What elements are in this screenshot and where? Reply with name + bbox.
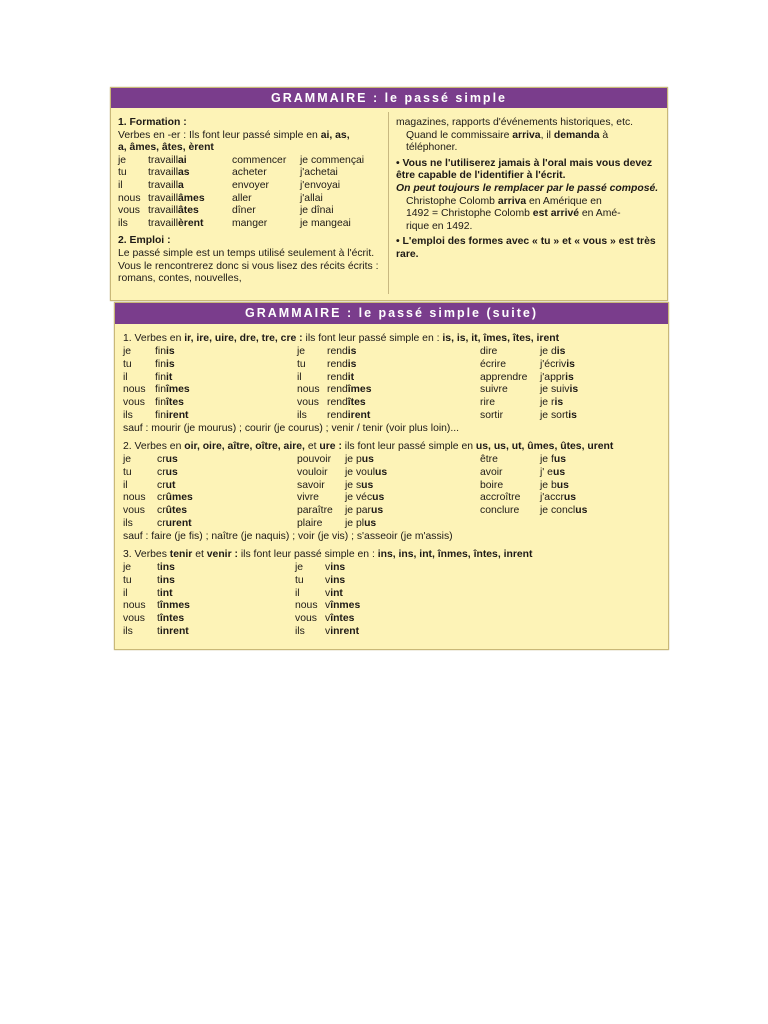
verb-ending: irent [347, 409, 371, 421]
conjugation-row [123, 562, 190, 575]
example-verb: demanda [553, 129, 600, 141]
verb-stem: je f [540, 454, 554, 465]
formation-endings-2: a, âmes, âtes, èrent [118, 142, 214, 154]
subject: ils [297, 409, 307, 421]
verb-ending: us [165, 466, 178, 478]
verb-ending: inrent [330, 625, 360, 637]
example-1 [396, 130, 660, 143]
card-title: GRAMMAIRE : le passé simple (suite) [115, 303, 668, 324]
bullet-oral-italic: On peut toujours le remplacer par le passé composé. [396, 182, 659, 194]
verb-ending: èrent [178, 217, 204, 229]
conjugation-row [297, 492, 387, 505]
verb-form [148, 167, 232, 180]
conjugation-row [297, 410, 371, 423]
subject: apprendre [480, 371, 528, 383]
verb-stem: t [157, 600, 160, 612]
verb-ending: ûmes [165, 492, 193, 504]
verb-ending: is [165, 346, 175, 357]
verb-stem: travaill [148, 217, 179, 229]
verb-stem: je r [540, 397, 555, 409]
verb-stem: fin [155, 346, 166, 357]
conjugation-row [297, 467, 387, 480]
grammar-card-passe-simple-suite [114, 302, 669, 650]
verb-ending: îtes [347, 397, 366, 409]
verb-stem: j'accr [540, 492, 564, 504]
s1-group-rendre [297, 346, 371, 423]
heading-text: 2. Verbes en [123, 441, 185, 452]
conjugation-row [118, 180, 364, 193]
conjugation-row [118, 218, 364, 231]
verb-ending: is [165, 358, 175, 370]
verb-stem: v [325, 562, 331, 573]
verb-stem: cr [157, 479, 166, 491]
verb-stem: je d [540, 346, 557, 357]
conjugation-row [480, 467, 587, 480]
conjugation-table-er [118, 155, 364, 231]
subject: nous [123, 492, 146, 504]
conjugation-row [297, 359, 371, 372]
example-text: Christophe Colomb [406, 195, 498, 207]
verb-ending: us [371, 505, 384, 517]
subject: savoir [297, 479, 325, 491]
verb-form [148, 218, 232, 231]
heading-text: ils font leur passé simple en [341, 441, 476, 452]
subject: nous [295, 600, 318, 612]
verb-ending: int [159, 587, 173, 599]
s2-group-examples-b [480, 454, 587, 518]
verb-ending: ins [330, 574, 346, 586]
grammar-card-passe-simple [110, 87, 668, 301]
conjugation-row [480, 492, 587, 505]
verb-stem: fin [155, 384, 166, 396]
infinitive: manger [232, 217, 268, 229]
conjugation-row [480, 372, 578, 385]
verb-ending: îmes [165, 384, 190, 396]
conjugation-row [297, 518, 387, 531]
heading-bold: venir : [206, 549, 238, 560]
verb-stem: je par [345, 505, 371, 517]
subject: dire [480, 346, 498, 357]
card-title: GRAMMAIRE : le passé simple [111, 88, 667, 108]
verb-ending: it [347, 371, 355, 383]
verb-ending: ut [165, 479, 176, 491]
verb-stem: cr [157, 505, 166, 517]
verb-ending: us [364, 517, 377, 529]
verb-stem: rend [327, 371, 348, 383]
formation-intro [118, 130, 380, 143]
conjugation-row [480, 410, 578, 423]
verb-stem: fin [155, 409, 166, 421]
verb-stem: v [325, 600, 331, 612]
example-form: je mangeai [300, 217, 351, 229]
heading-text: ils font leur passé simple en : [237, 549, 378, 560]
verb-stem: travaill [148, 154, 179, 166]
verb-ending: înmes [159, 600, 190, 612]
verb-ending: us [165, 454, 178, 465]
subject: tu [123, 466, 132, 478]
subject: vivre [297, 492, 319, 504]
heading-text: 3. Verbes [123, 549, 170, 560]
verb-ending: us [375, 466, 388, 478]
infinitive: commencer [232, 154, 287, 166]
verb-ending: âtes [178, 205, 199, 217]
conjugation-row [123, 518, 193, 531]
conjugation-row [123, 372, 190, 385]
verb-stem: rend [327, 409, 348, 421]
section-1-heading [123, 333, 663, 346]
heading-text: et [192, 549, 207, 560]
verb-stem: v [325, 587, 331, 599]
example-2 [396, 196, 660, 209]
section-1-note: sauf : mourir (je mourus) ; courir (je courus) ; venir / tenir (voir plus loin)... [123, 423, 460, 434]
subject: plaire [297, 517, 323, 529]
subject: sortir [480, 409, 504, 421]
verb-ending: is [347, 358, 357, 370]
verb-stem: t [157, 574, 160, 586]
pronoun: je [118, 154, 127, 166]
s2-group-examples-a [297, 454, 387, 531]
example-verb: est arrivé [532, 208, 580, 220]
conjugation-row [480, 346, 578, 359]
subject: rire [480, 397, 496, 409]
right-column [396, 117, 660, 262]
infinitive: envoyer [232, 179, 269, 191]
pronoun: vous [118, 205, 140, 217]
pronoun: il [118, 179, 123, 191]
subject: pouvoir [297, 454, 332, 465]
conjugation-row [297, 480, 387, 493]
verb-stem: rend [327, 346, 348, 357]
example-2-line2 [396, 208, 660, 221]
conjugation-row [118, 167, 364, 180]
conjugation-row [480, 454, 587, 467]
verb-form [148, 205, 232, 218]
conjugation-row [480, 359, 578, 372]
formation-endings-1: ai, as, [320, 129, 350, 141]
verb-ending: us [556, 479, 569, 491]
verb-stem: je s [345, 479, 362, 491]
conjugation-row [123, 480, 193, 493]
verb-ending: inrent [159, 625, 189, 637]
verb-stem: je sort [540, 409, 569, 421]
verb-stem: je véc [345, 492, 373, 504]
subject: il [123, 587, 128, 599]
subject: vouloir [297, 466, 328, 478]
example-text: Quand le commissaire [406, 129, 513, 141]
verb-ending: îmes [347, 384, 372, 396]
verb-stem: fin [155, 397, 166, 409]
subject: accroître [480, 492, 521, 504]
verb-ending: as [178, 167, 190, 179]
verb-stem: travaill [148, 192, 179, 204]
subject: conclure [480, 505, 520, 517]
s3-group-tenir [123, 562, 190, 639]
verb-stem: j'écriv [540, 358, 567, 370]
verb-ending: is [554, 397, 564, 409]
conjugation-row [123, 384, 190, 397]
subject: vous [123, 505, 145, 517]
verb-ending: us [552, 466, 566, 478]
verb-ending: âmes [178, 192, 205, 204]
verb-ending: întes [330, 613, 355, 625]
conjugation-row [480, 480, 587, 493]
infinitive: acheter [232, 167, 267, 179]
subject: tu [297, 358, 306, 370]
heading-bold: ir, ire, uire, dre, tre, cre : [184, 333, 303, 344]
heading-text: et [304, 441, 320, 452]
verb-stem: j' e [540, 466, 553, 478]
left-column [118, 117, 380, 286]
conjugation-row [297, 346, 371, 359]
subject: tu [295, 574, 304, 586]
example-text: à [599, 129, 609, 141]
verb-stem: fin [155, 371, 166, 383]
conjugation-row [123, 467, 193, 480]
verb-ending: is [347, 346, 357, 357]
verb-ending: irent [165, 409, 189, 421]
bullet-oral: • Vous ne l'utiliserez jamais à l'oral mais vous devez être capable de l'identifier à l'écrit. [396, 157, 653, 182]
subject: nous [297, 384, 320, 396]
subject: ils [123, 517, 133, 529]
conjugation-row [123, 397, 190, 410]
subject: paraître [297, 505, 333, 517]
conjugation-row [295, 575, 360, 588]
conjugation-row [295, 588, 360, 601]
conjugation-row [295, 562, 360, 575]
example-text: 1492 = Christophe Colomb [406, 208, 533, 220]
verb-ending: is [556, 346, 566, 357]
subject: vous [123, 613, 145, 625]
verb-stem: je voul [345, 466, 376, 478]
heading-bold: us, us, ut, ûmes, ûtes, urent [475, 441, 614, 452]
conjugation-row [123, 346, 190, 359]
verb-stem: travaill [148, 167, 179, 179]
subject: il [295, 587, 300, 599]
heading-bold: ins, ins, int, înmes, întes, inrent [377, 549, 533, 560]
example-verb: arriva [512, 129, 541, 141]
example-text: en Amé- [579, 208, 621, 220]
heading-bold: is, is, it, îmes, îtes, irent [442, 333, 560, 344]
verb-ending: ûtes [165, 505, 188, 517]
conjugation-row [297, 384, 371, 397]
pronoun: tu [118, 167, 127, 179]
verb-ending: îtes [165, 397, 184, 409]
section-2-heading [123, 441, 663, 454]
example-2-line3: rique en 1492. [406, 220, 473, 232]
subject: ils [123, 625, 133, 637]
verb-ending: întes [159, 613, 185, 625]
conjugation-row [295, 600, 360, 613]
example-form: je commençai [300, 154, 365, 166]
column-divider [388, 112, 389, 294]
subject: écrire [480, 358, 506, 370]
subject: je [123, 562, 132, 573]
verb-stem: je b [540, 479, 557, 491]
example-text: , il [540, 129, 554, 141]
heading-text: 1. Verbes en [123, 333, 185, 344]
example-verb: arriva [497, 195, 527, 207]
verb-stem: travaill [148, 179, 179, 191]
formation-heading: 1. Formation : [118, 117, 187, 128]
conjugation-row [118, 205, 364, 218]
conjugation-row [123, 505, 193, 518]
example-form: j'achetai [300, 167, 338, 179]
verb-stem: travaill [148, 205, 179, 217]
s1-group-finir [123, 346, 190, 423]
subject: il [123, 479, 128, 491]
emploi-heading: 2. Emploi : [118, 235, 171, 247]
bullet-tu-vous: • L'emploi des formes avec « tu » et « vous » est très rare. [396, 236, 656, 260]
subject: nous [123, 600, 146, 612]
subject: tu [123, 358, 132, 370]
subject: vous [123, 397, 145, 409]
conjugation-row [480, 397, 578, 410]
continuation-text: magazines, rapports d'événements historiques, etc. [396, 117, 634, 128]
s2-group-croire [123, 454, 193, 531]
conjugation-row [297, 454, 387, 467]
s3-group-venir [295, 562, 360, 639]
verb-ending: is [566, 358, 575, 370]
s1-group-examples [480, 346, 578, 423]
conjugation-row [480, 384, 578, 397]
subject: ils [295, 625, 305, 637]
subject: il [297, 371, 302, 383]
verb-stem: t [157, 562, 160, 573]
verb-ending: ins [330, 562, 346, 573]
verb-ending: us [575, 505, 588, 517]
verb-ending: int [330, 587, 343, 599]
example-1-cont: téléphoner. [406, 142, 458, 154]
subject: il [123, 371, 128, 383]
verb-stem: t [157, 613, 160, 625]
verb-stem: je pl [345, 517, 365, 529]
section-3-heading [123, 549, 663, 562]
verb-form [148, 155, 232, 168]
verb-stem: t [157, 625, 160, 637]
conjugation-row [118, 193, 364, 206]
conjugation-row [123, 613, 190, 626]
verb-ending: is [569, 384, 579, 396]
conjugation-row [123, 575, 190, 588]
formation-intro-text: Verbes en -er : Ils font leur passé simple en [118, 129, 321, 141]
verb-stem: cr [157, 466, 166, 478]
verb-stem: je p [345, 454, 362, 465]
subject: être [480, 454, 498, 465]
example-form: j'allai [300, 192, 323, 204]
pronoun: ils [118, 217, 128, 229]
conjugation-row [118, 155, 364, 168]
example-form: j'envoyai [300, 179, 341, 191]
section-2-note: sauf : faire (je fis) ; naître (je naquis) ; voir (je vis) ; s'asseoir (je m'assis) [123, 531, 453, 542]
subject: avoir [480, 466, 503, 478]
verb-ending: us [553, 454, 567, 465]
infinitive: dîner [232, 205, 256, 217]
verb-stem: cr [157, 517, 166, 529]
verb-stem: j'appr [540, 371, 566, 383]
verb-ending: ai [178, 154, 187, 166]
conjugation-row [297, 397, 371, 410]
verb-ending: us [361, 479, 374, 491]
infinitive: aller [232, 192, 252, 204]
heading-bold: ure : [319, 441, 342, 452]
verb-ending: is [568, 409, 577, 421]
emploi-text: Le passé simple est un temps utilisé seulement à l'écrit. Vous le rencontrerez donc si vous lisez des récits écrits : romans, contes, nouvelles, [118, 247, 379, 285]
example-text: en Amérique en [526, 195, 602, 207]
conjugation-row [297, 505, 387, 518]
subject: boire [480, 479, 504, 491]
verb-stem: v [325, 625, 331, 637]
conjugation-row [123, 588, 190, 601]
verb-form [148, 180, 232, 193]
subject: je [123, 346, 132, 357]
verb-ending: us [372, 492, 385, 504]
heading-text: ils font leur passé simple en : [302, 333, 443, 344]
verb-form [148, 193, 232, 206]
verb-stem: fin [155, 358, 166, 370]
verb-stem: t [157, 587, 160, 599]
subject: ils [123, 409, 133, 421]
subject: je [297, 346, 306, 357]
heading-bold: tenir [169, 549, 193, 560]
verb-ending: is [565, 371, 574, 383]
verb-ending: ins [159, 574, 175, 586]
subject: nous [123, 384, 146, 396]
subject: vous [295, 613, 317, 625]
verb-ending: a [178, 179, 184, 191]
verb-stem: v [325, 574, 331, 586]
conjugation-row [480, 505, 587, 518]
verb-ending: înmes [330, 600, 361, 612]
subject: suivre [480, 384, 508, 396]
conjugation-row [123, 359, 190, 372]
verb-ending: ins [159, 562, 175, 573]
subject: vous [297, 397, 319, 409]
verb-ending: urent [165, 517, 192, 529]
conjugation-row [123, 626, 190, 639]
verb-stem: je concl [540, 505, 576, 517]
subject: tu [123, 574, 132, 586]
verb-stem: rend [327, 397, 348, 409]
heading-bold: oir, oire, aître, oître, aire, [184, 441, 305, 452]
example-form: je dînai [300, 205, 334, 217]
verb-stem: v [325, 613, 331, 625]
verb-stem: cr [157, 492, 166, 504]
verb-stem: cr [157, 454, 166, 465]
verb-ending: it [165, 371, 173, 383]
conjugation-row [123, 492, 193, 505]
verb-stem: rend [327, 384, 348, 396]
conjugation-row [297, 372, 371, 385]
subject: je [295, 562, 304, 573]
conjugation-row [123, 600, 190, 613]
conjugation-row [123, 454, 193, 467]
conjugation-row [295, 613, 360, 626]
verb-ending: us [563, 492, 577, 504]
conjugation-row [295, 626, 360, 639]
verb-stem: rend [327, 358, 348, 370]
conjugation-row [123, 410, 190, 423]
pronoun: nous [118, 192, 141, 204]
verb-stem: je suiv [540, 384, 570, 396]
subject: je [123, 454, 132, 465]
verb-ending: us [361, 454, 374, 465]
